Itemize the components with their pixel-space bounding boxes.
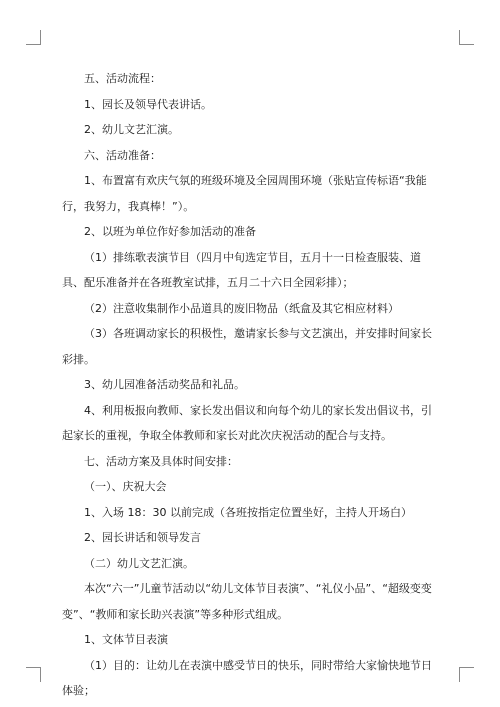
- paragraph: （1）排练歌表演节目（四月中旬选定节目，五月十一日检查服装、道具、配乐准备并在各班教室试排，五月二十六日全园彩排）；: [62, 250, 421, 289]
- paragraph: 2、以班为单位作好参加活动的准备: [84, 225, 256, 238]
- paragraph: （2）注意收集制作小品道具的废旧物品（纸盒及其它相应材料）: [84, 301, 399, 315]
- paragraph: （一）、庆祝大会: [84, 480, 167, 493]
- paragraph: 2、园长讲话和领导发言: [84, 531, 201, 544]
- paragraph: 1、文体节目表演: [84, 633, 168, 646]
- paragraph: 1、布置富有欢庆气氛的班级环境及全园周围环境（张贴宣传标语“我能行，我努力，我真棒！”）。: [62, 174, 427, 213]
- crop-mark-top-right: [459, 30, 474, 45]
- paragraph: 本次“六一”儿童节活动以“幼儿文体节目表演”、“礼仪小品”、“超级变变变”、“教师和家长助兴表演”等多种形式组成。: [62, 582, 432, 621]
- paragraph: 2、幼儿文艺汇演。: [84, 123, 179, 136]
- paragraph: （3）各班调动家长的积极性，邀请家长参与文艺演出，并安排时间家长彩排。: [62, 327, 432, 366]
- crop-mark-bottom-left: [26, 667, 41, 682]
- section-heading: 七、活动方案及具体时间安排：: [84, 454, 238, 468]
- section-heading: 五、活动流程：: [84, 72, 161, 85]
- paragraph: 3、幼儿园准备活动奖品和礼品。: [84, 378, 245, 391]
- paragraph: （1）目的：让幼儿在表演中感受节日的快乐，同时带给大家愉快地节日体验；: [62, 658, 432, 697]
- crop-mark-bottom-right: [459, 667, 474, 682]
- paragraph: 1、入场 18：30 以前完成（各班按指定位置坐好，主持人开场白）: [84, 505, 412, 519]
- paragraph: （二）幼儿文艺汇演。: [84, 556, 194, 570]
- crop-mark-top-left: [26, 30, 41, 45]
- paragraph: 1、园长及领导代表讲话。: [84, 97, 212, 111]
- section-heading: 六、活动准备：: [84, 148, 161, 162]
- document-body: [62, 66, 442, 704]
- paragraph: 4、利用板报向教师、家长发出倡议和向每个幼儿的家长发出倡议书，引起家长的重视，争取全体教师和家长对此次庆祝活动的配合与支持。: [62, 403, 432, 442]
